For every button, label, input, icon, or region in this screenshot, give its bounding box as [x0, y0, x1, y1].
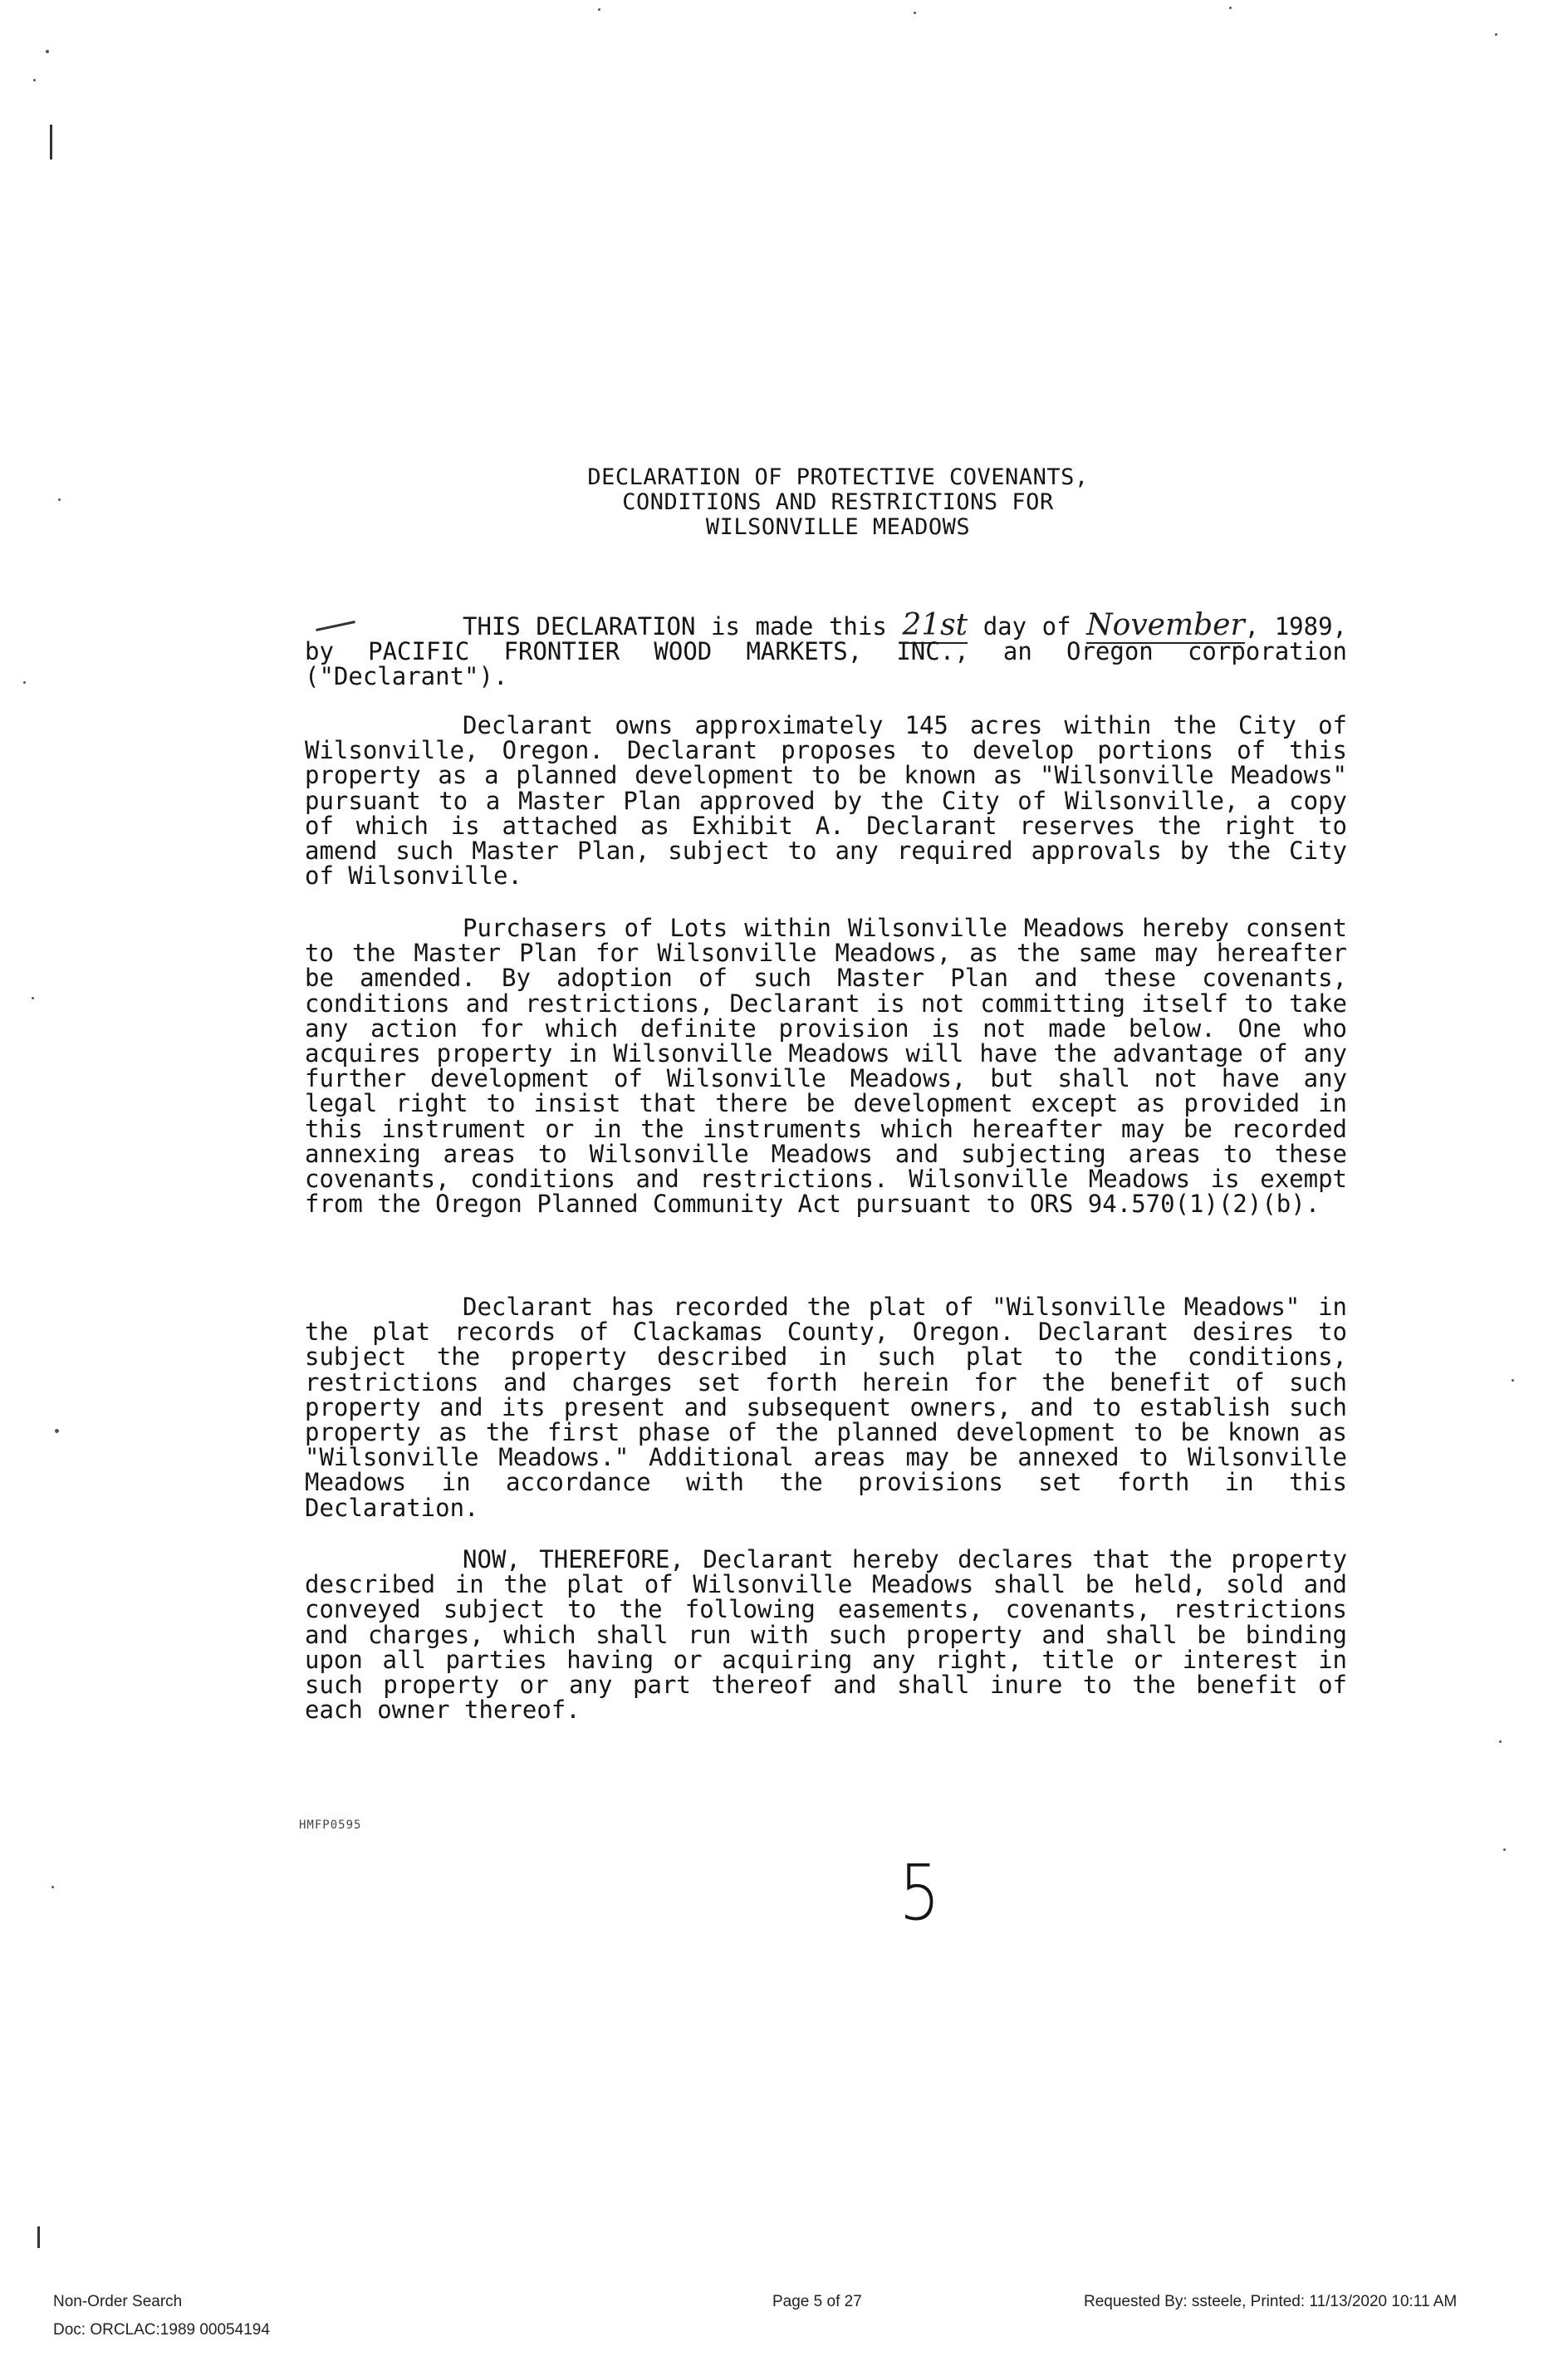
document-title [0, 465, 1568, 540]
intro-lead: THIS DECLARATION is made this [463, 612, 887, 641]
footer-request-info: Requested By: ssteele, Printed: 11/13/2020 10:11 AM [1084, 2293, 1458, 2310]
handwritten-day: 21st [902, 608, 968, 642]
scan-speck [58, 498, 61, 501]
scan-speck [51, 1886, 54, 1888]
paragraph-master-plan: Purchasers of Lots within Wilsonville Meadows hereby consent to the Master Plan for Wilsonville Meadows, as the same may hereafter be amended. By adoption of such Master Plan and these covenants, conditions and restrictions, Declarant is not committing itself to take any action for which definite provision is not made below. One who acquires property in Wilsonville Meadows will have the advantage of any further development of Wilsonville Meadows, but shall not have any legal right to insist that there be development except as provided in this instrument or in the instruments which hereafter may be recorded annexing areas to Wilsonville Meadows and subjecting areas to these covenants, conditions and restrictions. Wilsonville Meadows is exempt from the Oregon Planned Community Act pursuant to ORS 94.570(1)(2)(b). [305, 914, 1347, 1219]
paragraph-plat: Declarant has recorded the plat of "Wilsonville Meadows" in the plat records of Clackamas County, Oregon. Declarant desires to subject the property described in such plat to the conditions, restrictions and charges set forth herein for the benefit of such property and its present and subsequent owners, and to establish such property as the first phase of the planned development to be known as "Wilsonville Meadows." Additional areas may be annexed to Wilsonville Meadows in accordance with the provisions set forth in this Declaration. [305, 1293, 1347, 1522]
title-line-1: DECLARATION OF PROTECTIVE COVENANTS, [587, 464, 1089, 490]
handwritten-page-number: 5 [899, 1848, 941, 1937]
footer-doc-id: Doc: ORCLAC:1989 00054194 [53, 2321, 270, 2339]
scan-speck [46, 50, 49, 53]
scan-speck [1499, 1740, 1502, 1743]
handwritten-month: November [1086, 608, 1245, 642]
scan-speck [1503, 1848, 1506, 1851]
scan-mark [50, 125, 52, 160]
intro-paragraph [305, 608, 1347, 691]
paragraph-acreage: Declarant owns approximately 145 acres within the City of Wilsonville, Oregon. Declarant proposes to develop portions of this property as a planned development to be known as "Wilsonville Meadows" pursuant to a Master Plan approved by the City of Wilsonville, a copy of which is attached as Exhibit A. Declarant reserves the right to amend such Master Plan, subject to any required approvals by the City of Wilsonville. [305, 711, 1347, 891]
intro-rest: , 1989, by PACIFIC FRONTIER WOOD MARKETS, INC., an Oregon corporation ("Declarant"). [305, 612, 1347, 691]
scan-speck [32, 997, 34, 999]
scan-speck [1495, 33, 1497, 36]
scan-speck [23, 681, 26, 684]
scan-speck [1229, 7, 1232, 9]
scan-speck [914, 12, 916, 14]
scan-mark [37, 2226, 40, 2248]
footer-search-type: Non-Order Search [53, 2293, 183, 2310]
title-line-3: WILSONVILLE MEADOWS [705, 514, 971, 540]
footer-page-indicator: Page 5 of 27 [772, 2293, 862, 2310]
scan-speck [598, 8, 600, 11]
document-code: HMFP0595 [299, 1819, 362, 1832]
title-line-2: CONDITIONS AND RESTRICTIONS FOR [622, 489, 1054, 515]
intro-after-day: day of [982, 612, 1071, 641]
paragraph-declaration: NOW, THEREFORE, Declarant hereby declares that the property described in the plat of Wilsonville Meadows shall be held, sold and conveyed subject to the following easements, covenants, restrictions and charges, which shall run with such property and shall be binding upon all parties having or acquiring any right, title or interest in such property or any part thereof and shall inure to the benefit of each owner thereof. [305, 1545, 1347, 1725]
scan-speck [1512, 1379, 1514, 1382]
scan-speck [33, 79, 36, 81]
scan-speck [55, 1429, 59, 1433]
